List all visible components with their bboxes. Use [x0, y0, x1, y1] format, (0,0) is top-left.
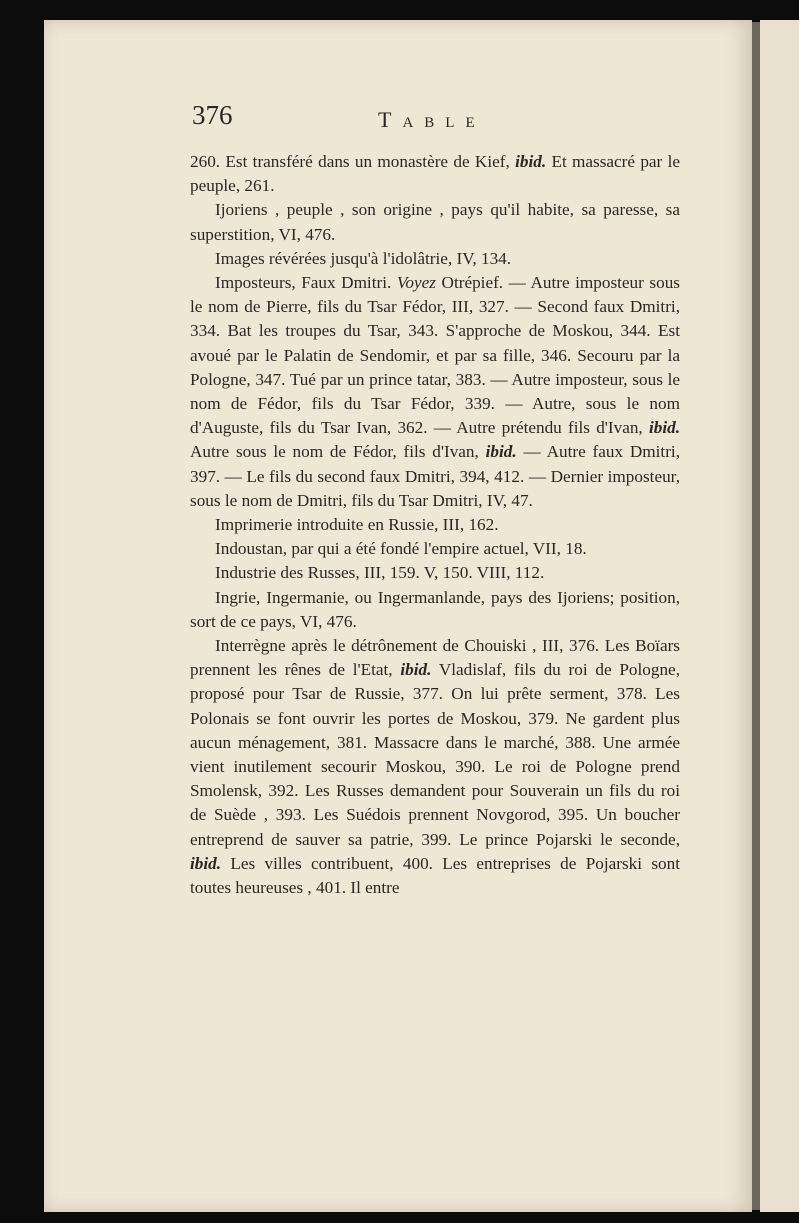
page-heading: Table: [378, 107, 486, 132]
entry-text: Ijoriens , peuple , son origine , pays qu'il habite, sa paresse, sa superstition, VI, 476.: [190, 200, 680, 244]
emphasized-text: ibid.: [485, 442, 517, 462]
entry-text: Autre sous le nom de Fédor, fils d'Ivan,: [190, 442, 486, 462]
index-entry: [190, 513, 680, 537]
entry-text: Industrie des Russes, III, 159. V, 150. VIII, 112.: [215, 563, 545, 583]
emphasized-text: Voyez: [396, 273, 436, 293]
entry-text: Vladislaf, fils du roi de Pologne, proposé pour Tsar de Russie, 377. On lui prête serment, 378. Les Polonais se font ouvrir les portes de Moskou, 379. Ne gardent plus aucun ménagement, 381. Massacre dans le marché, 388. Une armée vient inutilement secourir Moskou, 390. Le roi de Pologne prend Smolensk, 392. Les Russes demandent pour Souverain un fils du roi de Suède , 393. Les Suédois prennent Novgorod, 395. Un boucher entreprend de sauver sa patrie, 399. Le prince Pojarski le seconde,: [190, 660, 680, 849]
index-entry: [190, 634, 680, 900]
entry-text: Images révérées jusqu'à l'idolâtrie, IV, 134.: [215, 248, 512, 268]
index-entry: [190, 561, 680, 585]
running-head: [192, 100, 682, 140]
entry-text: Indoustan, par qui a été fondé l'empire actuel, VII, 18.: [215, 539, 587, 559]
page-gutter-shadow: [752, 22, 760, 1210]
next-page-edge: [760, 20, 799, 1212]
entry-text: — Autre faux Dmitri, 397. — Le fils du second faux Dmitri, 394, 412. — Dernier imposteur, sous le nom de Dmitri, fils du Tsar Dmitri, IV, 47.: [190, 442, 681, 510]
entry-text: 260. Est transféré dans un monastère de Kief,: [190, 152, 516, 171]
entry-text: Les villes contribuent, 400. Les entreprises de Pojarski sont toutes heureuses , 401. Il entre: [190, 853, 680, 898]
entry-text: Otrépief. — Autre imposteur sous le nom de Pierre, fils du Tsar Fédor, III, 327. — Second faux Dmitri, 334. Bat les troupes du Tsar, 343. S'approche de Moskou, 344. Est avoué par le Palatin de Sendomir, et par sa fille, 346. Secouru par la Pologne, 347. Tué par un prince tatar, 383. — Autre imposteur, sous le nom de Fédor, fils du Tsar Fédor, 339. — Autre, sous le nom d'Auguste, fils du Tsar Ivan, 362. — Autre prétendu fils d'Ivan,: [190, 273, 680, 438]
entry-text: Imposteurs, Faux Dmitri.: [215, 273, 397, 293]
index-text: [190, 150, 680, 900]
emphasized-text: ibid.: [515, 152, 547, 171]
index-entry: [190, 271, 680, 513]
index-entry: [190, 586, 680, 634]
index-entry: [190, 150, 680, 198]
entry-text: Imprimerie introduite en Russie, III, 162.: [215, 515, 499, 535]
index-entry: [190, 198, 680, 246]
emphasized-text: ibid.: [190, 853, 222, 873]
index-entry: [190, 247, 680, 271]
emphasized-text: ibid.: [648, 418, 680, 438]
emphasized-text: ibid.: [400, 660, 432, 680]
entry-text: Et massacré par le peuple, 261.: [190, 152, 680, 196]
entry-text: Ingrie, Ingermanie, ou Ingermanlande, pays des Ijoriens; position, sort de ce pays, VI, 476.: [190, 587, 680, 631]
page-number: 376: [192, 100, 233, 130]
index-entry: [190, 537, 680, 561]
entry-text: Interrègne après le détrônement de Chouiski , III, 376. Les Boïars prennent les rênes de l'Etat,: [190, 636, 680, 680]
